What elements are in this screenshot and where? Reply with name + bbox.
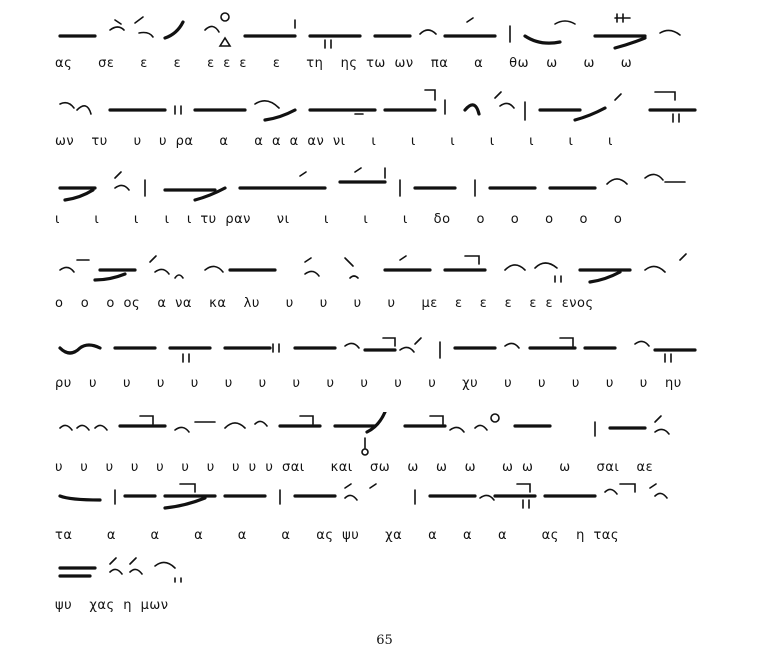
score-line-3 — [55, 164, 705, 236]
neume-score — [55, 0, 705, 667]
lyric-line-2: ων τυ υ υ ρα α α α α αν νι ι ι ι ι ι ι ι — [55, 134, 613, 149]
score-line-7 — [55, 480, 705, 552]
neume-notation — [55, 412, 705, 457]
lyric-line-3: ι ι ι ι ι τυ ραν νι ι ι ι δο ο ο ο ο ο — [55, 212, 623, 227]
neume-notation — [55, 248, 705, 293]
page-number: 65 — [376, 633, 393, 648]
score-line-1 — [55, 8, 705, 80]
lyric-line-8: ψυ χας η μων — [55, 598, 169, 613]
neume-notation — [55, 480, 705, 525]
score-line-2 — [55, 86, 705, 158]
lyric-line-1: ας σε ε ε ε ε ε ε τη ης τω ων πα α θω ω ω ω — [55, 56, 633, 71]
neume-notation — [55, 550, 705, 595]
lyric-line-6: υ υ υ υ υ υ υ υ υ υ σαι και σω ω ω ω ω ω ω σαι αε — [55, 460, 654, 475]
lyric-line-7: τα α α α α α ας ψυ χα α α α ας η τας — [55, 528, 619, 543]
neume-notation — [55, 86, 705, 131]
score-line-6 — [55, 412, 705, 484]
neume-notation — [55, 328, 705, 373]
score-line-4 — [55, 248, 705, 320]
score-line-8 — [55, 550, 705, 622]
score-line-5 — [55, 328, 705, 400]
lyric-line-4: ο ο ο ος α να κα λυ υ υ υ υ με ε ε ε ε ε ενος — [55, 296, 594, 311]
lyric-line-5: ρυ υ υ υ υ υ υ υ υ υ υ υ χυ υ υ υ υ υ ηυ — [55, 376, 682, 391]
neume-notation — [55, 164, 705, 209]
neume-notation — [55, 8, 705, 53]
